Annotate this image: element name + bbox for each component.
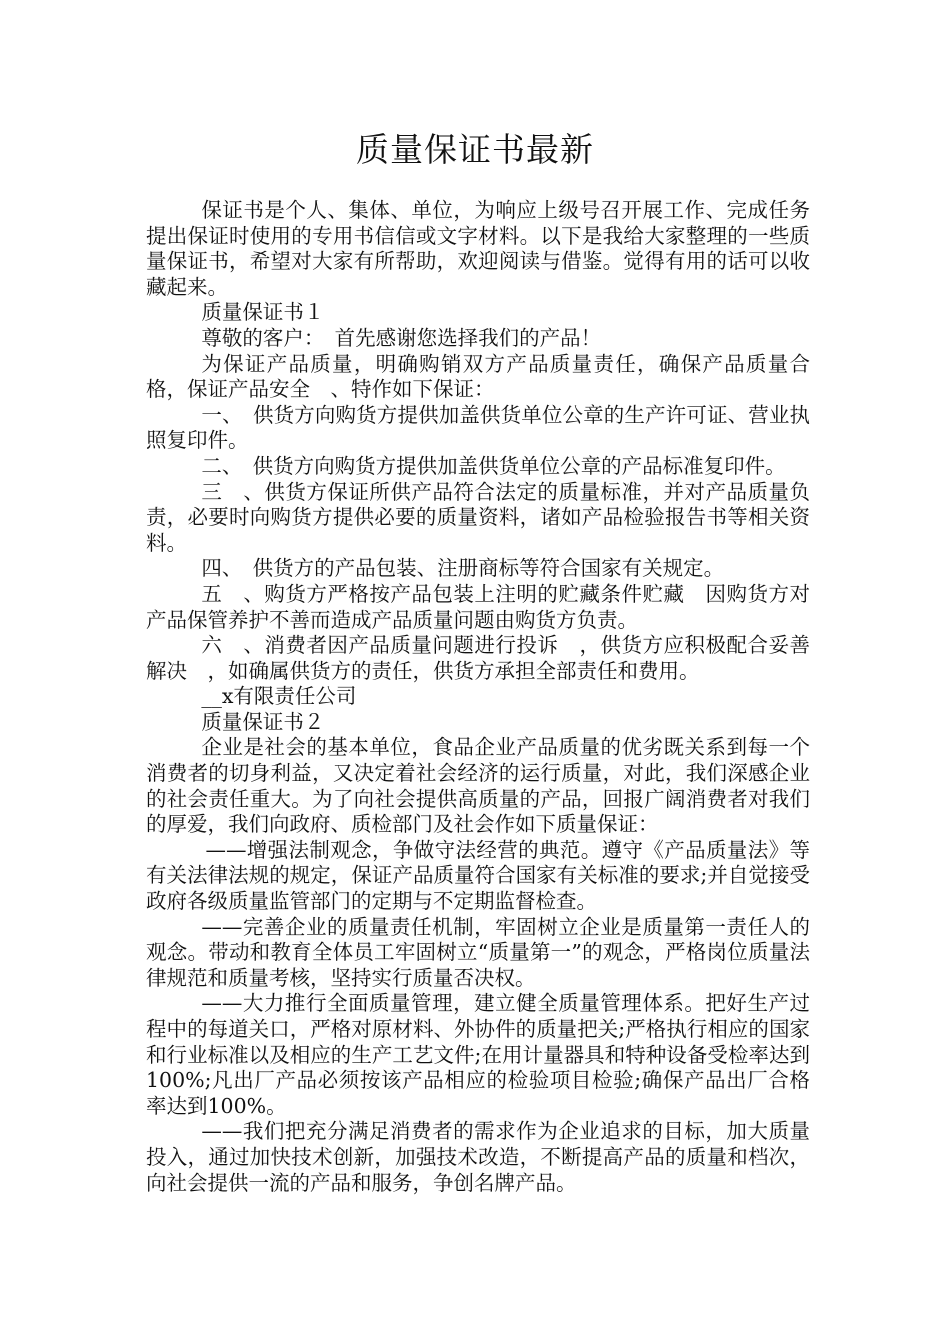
section-heading-2: 质量保证书２ (201, 709, 325, 734)
commitment-paragraph-4: ——我们把充分满足消费者的需求作为企业追求的目标，加大质量投入，通过加快技术创新，加强技术改造，不断提高产品的质量和档次，向社会提供一流的产品和服务，争创名牌产品。 (146, 1119, 810, 1195)
salutation-paragraph: 尊敬的客户： 首先感谢您选择我们的产品！ (201, 325, 602, 350)
commitment-paragraph-1: ——增强法制观念，争做守法经营的典范。遵守《产品质量法》等有关法律法规的规定，保证产品质量符合国家有关标准的要求;并自觉接受政府各级质量监管部门的定期与不定期监督检查。 (146, 837, 810, 914)
document-title: 质量保证书最新 (356, 130, 594, 169)
section-heading-1: 质量保证书１ (201, 300, 325, 325)
list-item-2: 二、 供货方向购货方提供加盖供货单位公章的产品标准复印件。 (201, 453, 786, 478)
document-body (146, 198, 810, 1196)
list-item-6: 六 、消费者因产品质量问题进行投诉 ，供货方应积极配合妥善解决 ，如确属供货方的责任，供货方承担全部责任和费用。 (146, 633, 810, 683)
intro-paragraph: 保证书是个人、集体、单位，为响应上级号召开展工作、完成任务提出保证时使用的专用书信信或文字材料。以下是我给大家整理的一些质量保证书，希望对大家有所帮助，欢迎阅读与借鉴。觉得有用的话可以收藏起来。 (146, 198, 810, 299)
list-item-4: 四、 供货方的产品包装、注册商标等符合国家有关规定。 (201, 556, 725, 581)
body-paragraph: 为保证产品质量，明确购销双方产品质量责任，确保产品质量合格，保证产品安全 、特作如下保证： (146, 351, 810, 402)
list-item-1: 一、 供货方向购货方提供加盖供货单位公章的生产许可证、营业执照复印件。 (146, 402, 810, 453)
commitment-paragraph-3: ——大力推行全面质量管理，建立健全质量管理体系。把好生产过程中的每道关口，严格对原材料、外协件的质量把关;严格执行相应的国家和行业标准以及相应的生产工艺文件;在用计量器具和特种设备受检率达到100%;凡出厂产品必须按该产品相应的检验项目检验;确保产品出厂合格率达到100%。 (146, 991, 810, 1118)
list-item-3: 三 、供货方保证所供产品符合法定的质量标准，并对产品质量负责，必要时向购货方提供必要的质量资料，诸如产品检验报告书等相关资料。 (146, 479, 810, 555)
body-paragraph: 企业是社会的基本单位，食品企业产品质量的优劣既关系到每一个消费者的切身利益，又决定着社会经济的运行质量，对此，我们深感企业的社会责任重大。为了向社会提供高质量的产品，回报广阔消费者对我们的厚爱，我们向政府、质检部门及社会作如下质量保证： (146, 735, 810, 837)
list-item-5: 五 、购货方严格按产品包装上注明的贮藏条件贮藏 因购货方对产品保管养护不善而造成产品质量问题由购货方负责。 (146, 581, 810, 632)
commitment-paragraph-2: ——完善企业的质量责任机制，牢固树立企业是质量第一责任人的观念。带动和教育全体员工牢固树立“质量第一”的观念，严格岗位质量法律规范和质量考核，坚持实行质量否决权。 (146, 914, 810, 990)
company-signature: __x有限责任公司 (201, 684, 357, 709)
